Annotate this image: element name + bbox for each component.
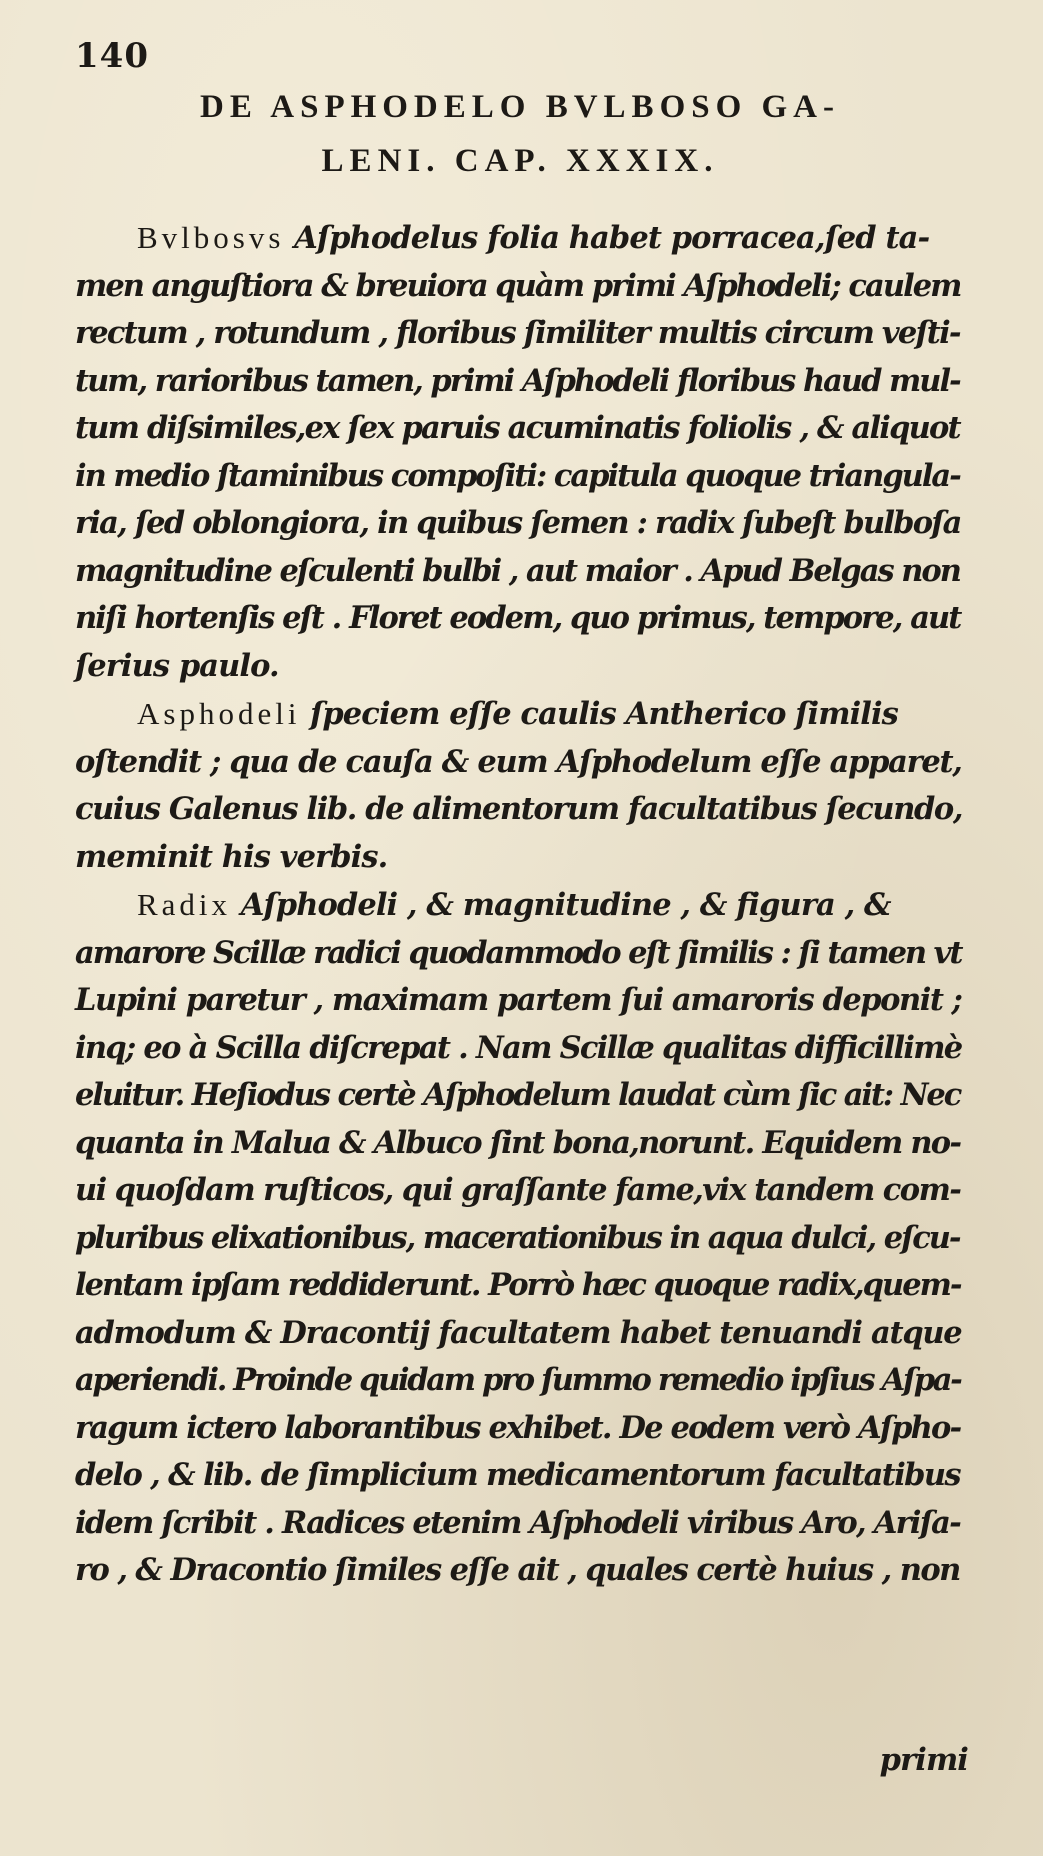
chapter-title-line: LENI. CAP. XXXIX. bbox=[321, 143, 719, 179]
text-line: oſtendit ; qua de cauſa & eum Aſphodelum eſſe apparet, bbox=[75, 743, 962, 780]
text-line: eluitur. Heſiodus certè Aſphodelum laudat cùm ſic ait: Nec bbox=[75, 1077, 961, 1113]
text-line: Aſphodelus folia habet porracea,ſed ta- bbox=[284, 220, 930, 256]
text-line: delo , & lib. de ſimplicium medicamentorum facultatibus bbox=[75, 1457, 960, 1493]
text-line: tum diſsimiles,ex ſex paruis acuminatis foliolis , & aliquot bbox=[75, 410, 960, 446]
text-line: Aſphodeli , & magnitudine , & figura , & bbox=[231, 887, 891, 923]
text-line: pluribus elixationibus, macerationibus in aqua dulci, eſcu- bbox=[75, 1219, 960, 1256]
text-line: ragum ictero laborantibus exhibet. De eodem verò Aſpho- bbox=[75, 1409, 961, 1446]
text-line: men anguſtiora & breuiora quàm primi Aſphodeli; caulem bbox=[75, 267, 961, 304]
paragraph-first-line bbox=[75, 881, 963, 930]
text-line: niſi hortenſis eſt . Floret eodem, quo primus, tempore, aut bbox=[75, 600, 961, 636]
text-line: amarore Scillæ radici quodammodo eſt ſimilis : ſi tamen vt bbox=[75, 934, 962, 971]
text-line: meminit his verbis. bbox=[75, 838, 388, 875]
lead-word: Asphodeli bbox=[137, 696, 301, 731]
page-number: 140 bbox=[75, 36, 149, 76]
chapter-title-line: DE ASPHODELO BVLBOSO GA- bbox=[199, 89, 840, 125]
text-line: quanta in Malua & Albuco ſint bona,norunt. Equidem no- bbox=[75, 1124, 961, 1161]
text-line: ſpeciem eſſe caulis Antherico ſimilis bbox=[300, 696, 898, 732]
text-line: admodum & Dracontij facultatem habet tenuandi atque bbox=[75, 1314, 962, 1351]
paragraph-first-line bbox=[75, 214, 963, 263]
text-line: Lupini paretur , maximam partem ſui amaroris deponit ; bbox=[75, 982, 962, 1018]
text-line: lentam ipſam reddiderunt. Porrò hæc quoque radix,quem- bbox=[75, 1267, 961, 1303]
text-line: ſerius paulo. bbox=[75, 647, 279, 684]
lead-word: Bvlbosvs bbox=[137, 220, 285, 255]
text-line: rectum , rotundum , floribus ſimiliter multis circum veſti- bbox=[75, 315, 960, 351]
catchword: primi bbox=[879, 1742, 968, 1778]
paragraph-first-line bbox=[75, 690, 963, 739]
text-line: ro , & Dracontio ſimiles eſſe ait , quales certè huius , non bbox=[75, 1552, 960, 1588]
text-line: ui quoſdam ruſticos, qui graſſante fame,vix tandem com- bbox=[75, 1172, 961, 1208]
text-line: idem ſcribit . Radices etenim Aſphodeli viribus Aro, Ariſa- bbox=[75, 1504, 960, 1541]
text-line: aperiendi. Proinde quidam pro ſummo remedio ipſius Aſpa- bbox=[75, 1362, 961, 1398]
text-line: in medio ſtaminibus compoſiti: capitula quoque triangula- bbox=[75, 457, 960, 494]
chapter-title bbox=[100, 80, 940, 188]
text-line: magnitudine eſculenti bulbi , aut maior . Apud Belgas non bbox=[75, 552, 960, 589]
text-line: inq; eo à Scilla diſcrepat . Nam Scillæ qualitas difficillimè bbox=[75, 1029, 962, 1066]
body-text bbox=[75, 214, 963, 1595]
text-line: tum, rarioribus tamen, primi Aſphodeli floribus haud mul- bbox=[75, 362, 960, 399]
lead-word: Radix bbox=[137, 887, 232, 922]
text-line: ria, ſed oblongiora, in quibus ſemen : radix ſubeſt bulboſa bbox=[75, 505, 961, 541]
text-line: cuius Galenus lib. de alimentorum facultatibus ſecundo, bbox=[75, 791, 963, 827]
